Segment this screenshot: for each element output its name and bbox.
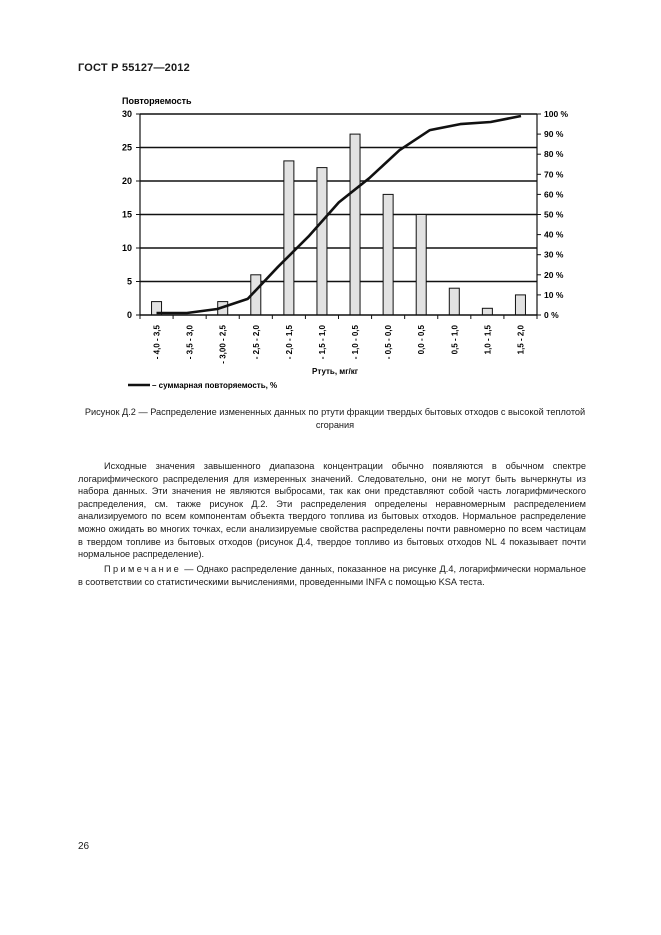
bar (449, 288, 459, 315)
y-tick-label: 5 (126, 276, 132, 287)
x-tick-label: - 3,5 - 3,0 (185, 325, 195, 360)
y2-tick-label: 100 % (544, 109, 569, 119)
y2-tick-label: 0 % (544, 310, 559, 320)
y-tick-label: 30 (121, 109, 132, 119)
note-label: Примечание (104, 564, 182, 574)
y-tick-label: 10 (121, 243, 132, 253)
note-paragraph (78, 563, 586, 588)
x-tick-label: - 4,0 - 3,5 (152, 325, 162, 360)
x-tick-label: 1,5 - 2,0 (516, 325, 526, 355)
y-tick-label: 0 (126, 310, 132, 320)
x-tick-label: 1,0 - 1,5 (483, 325, 493, 355)
y-axis-title: Повторяемость (122, 96, 192, 106)
x-tick-label: - 3,00 - 2,5 (218, 325, 228, 364)
y2-tick-label: 80 % (544, 149, 564, 160)
y2-tick-label: 40 % (544, 229, 564, 240)
bar (317, 168, 327, 315)
x-tick-label: - 1,5 - 1,0 (317, 325, 327, 360)
body-paragraph: Исходные значения завышенного диапазона концентрации обычно появляются в обычном спектре логарифмического распределения для измеренных значений. Следовательно, они не могут быть вычеркнуты из набора данных. Эти значения не являются выбросами, так как они представляют собой часть логарифмического распределения, см. также рисунок Д.2. Эти распределения определены неравномерным распределением анализируемого по всем компонентам объекта твердого топлива из бытовых отходов. Нормальное распределение можно ожидать во многих точках, если анализируемые свойства распределены почти равномерно по всем частицам в твердом топливе из бытовых отходов (рисунок Д.4, твердое топливо из бытовых отходов NL 4 показывает почти нормальное распределение). (78, 461, 586, 560)
y2-tick-label: 90 % (544, 129, 564, 140)
x-tick-label: - 2,0 - 1,5 (284, 325, 294, 360)
distribution-chart (0, 0, 661, 400)
x-tick-label: - 2,5 - 2,0 (251, 325, 261, 360)
y2-tick-label: 70 % (544, 169, 564, 180)
x-tick-label: - 0,5 - 0,0 (384, 325, 394, 360)
bar-series (152, 134, 526, 315)
legend-label: – суммарная повторяемость, % (152, 381, 278, 390)
y-tick-label: 20 (121, 176, 132, 186)
page-number: 26 (78, 841, 90, 852)
y-tick-label: 25 (121, 142, 132, 153)
document-code: ГОСТ Р 55127—2012 (78, 62, 190, 74)
bar (416, 215, 426, 316)
note-text: — Однако распределение данных, показанное на рисунке Д.4, логарифмически нормальное в соответствии со статистическими вычислениями, проведенными INFA с помощью KSA теста. (78, 564, 586, 587)
y2-tick-label: 60 % (544, 189, 564, 200)
axes (136, 114, 541, 319)
bar (350, 134, 360, 315)
figure-caption: Рисунок Д.2 — Распределение измененных данных по ртути фракции твердых бытовых отходов с высокой теплотой сгорания (84, 407, 586, 430)
y2-tick-label: 50 % (544, 209, 564, 220)
bar (482, 308, 492, 315)
bar (383, 194, 393, 315)
x-tick-label: 0,0 - 0,5 (417, 325, 427, 355)
bar (515, 295, 525, 315)
y2-tick-label: 10 % (544, 289, 564, 300)
grid-lines (140, 114, 537, 282)
x-axis-title: Ртуть, мг/кг (312, 367, 359, 376)
y2-tick-label: 20 % (544, 269, 564, 280)
x-tick-label: - 1,0 - 0,5 (351, 325, 361, 360)
x-tick-label: 0,5 - 1,0 (450, 325, 460, 355)
y-tick-label: 15 (121, 209, 132, 220)
y2-tick-label: 30 % (544, 249, 564, 260)
bar (284, 161, 294, 315)
